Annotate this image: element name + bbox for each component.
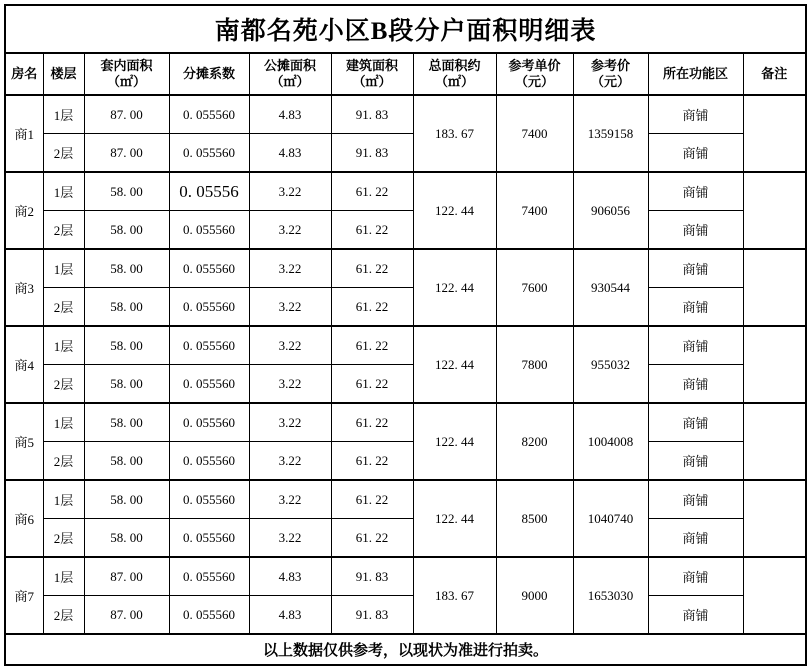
interior-area-cell: 58. 00 (84, 480, 169, 519)
interior-area-cell: 58. 00 (84, 326, 169, 365)
unit-price-cell: 8200 (496, 403, 573, 480)
page-title: 南都名苑小区B段分户面积明细表 (5, 5, 806, 53)
shared-area-cell: 4.83 (249, 596, 331, 635)
col-header-label: 总面积约 (428, 57, 481, 73)
interior-area-cell: 58. 00 (84, 249, 169, 288)
building-area-cell: 91. 83 (331, 596, 413, 635)
total-area-cell: 183. 67 (413, 95, 496, 172)
coefficient-cell: 0. 055560 (169, 480, 249, 519)
table-row (5, 557, 806, 596)
remark-cell (743, 172, 806, 249)
table-body (5, 95, 806, 634)
building-area-cell: 61. 22 (331, 480, 413, 519)
floor-cell: 2层 (43, 519, 84, 558)
col-header-floor (43, 53, 84, 95)
coefficient-cell: 0. 055560 (169, 211, 249, 250)
coefficient-cell: 0. 055560 (169, 403, 249, 442)
coefficient-cell: 0. 055560 (169, 442, 249, 481)
shared-area-cell: 3.22 (249, 288, 331, 327)
col-header-label: 分摊系数 (182, 65, 235, 81)
col-header-total-area (413, 53, 496, 95)
building-area-cell: 61. 22 (331, 326, 413, 365)
coefficient-cell: 0. 055560 (169, 557, 249, 596)
coefficient-cell: 0. 05556 (169, 172, 249, 211)
table-row (5, 403, 806, 442)
table-row (5, 172, 806, 211)
room-name-cell: 商4 (5, 326, 43, 403)
zone-cell: 商铺 (648, 403, 743, 442)
building-area-cell: 91. 83 (331, 134, 413, 173)
shared-area-cell: 4.83 (249, 95, 331, 134)
floor-cell: 2层 (43, 365, 84, 404)
floor-cell: 1层 (43, 557, 84, 596)
table-row (5, 480, 806, 519)
floor-cell: 2层 (43, 442, 84, 481)
room-name-cell: 商7 (5, 557, 43, 634)
shared-area-cell: 3.22 (249, 480, 331, 519)
table-row (5, 519, 806, 558)
ref-price-cell: 1004008 (573, 403, 648, 480)
col-header-building-area (331, 53, 413, 95)
col-header-label: 参考单价 (508, 57, 561, 73)
col-header-label: 楼层 (50, 65, 77, 81)
col-header-unit-price (496, 53, 573, 95)
unit-price-cell: 7600 (496, 249, 573, 326)
room-name-cell: 商3 (5, 249, 43, 326)
zone-cell: 商铺 (648, 288, 743, 327)
shared-area-cell: 4.83 (249, 134, 331, 173)
col-header-unit: （㎡） (352, 74, 392, 89)
col-header-label: 公摊面积 (263, 57, 316, 73)
shared-area-cell: 4.83 (249, 557, 331, 596)
floor-cell: 2层 (43, 134, 84, 173)
ref-price-cell: 1359158 (573, 95, 648, 172)
table-row (5, 95, 806, 134)
floor-cell: 2层 (43, 596, 84, 635)
coefficient-cell: 0. 055560 (169, 249, 249, 288)
building-area-cell: 61. 22 (331, 249, 413, 288)
remark-cell (743, 249, 806, 326)
zone-cell: 商铺 (648, 519, 743, 558)
floor-cell: 1层 (43, 326, 84, 365)
household-area-table (4, 4, 807, 666)
zone-cell: 商铺 (648, 249, 743, 288)
building-area-cell: 61. 22 (331, 288, 413, 327)
col-header-label: 参考价 (590, 57, 630, 73)
col-header-shared-area (249, 53, 331, 95)
interior-area-cell: 58. 00 (84, 172, 169, 211)
shared-area-cell: 3.22 (249, 172, 331, 211)
building-area-cell: 61. 22 (331, 211, 413, 250)
col-header-label: 套内面积 (100, 57, 153, 73)
room-name-cell: 商5 (5, 403, 43, 480)
header-row (5, 53, 806, 95)
total-area-cell: 122. 44 (413, 172, 496, 249)
remark-cell (743, 557, 806, 634)
table-row (5, 596, 806, 635)
zone-cell: 商铺 (648, 172, 743, 211)
zone-cell: 商铺 (648, 95, 743, 134)
col-header-unit: （元） (590, 74, 630, 89)
coefficient-cell: 0. 055560 (169, 288, 249, 327)
coefficient-cell: 0. 055560 (169, 365, 249, 404)
col-header-unit: （元） (514, 74, 554, 89)
shared-area-cell: 3.22 (249, 519, 331, 558)
total-area-cell: 122. 44 (413, 249, 496, 326)
floor-cell: 1层 (43, 480, 84, 519)
col-header-room (5, 53, 43, 95)
shared-area-cell: 3.22 (249, 326, 331, 365)
total-area-cell: 183. 67 (413, 557, 496, 634)
interior-area-cell: 87. 00 (84, 557, 169, 596)
remark-cell (743, 403, 806, 480)
interior-area-cell: 87. 00 (84, 95, 169, 134)
footer-note: 以上数据仅供参考，以现状为准进行拍卖。 (5, 634, 806, 665)
unit-price-cell: 7400 (496, 172, 573, 249)
remark-cell (743, 480, 806, 557)
building-area-cell: 61. 22 (331, 365, 413, 404)
zone-cell: 商铺 (648, 134, 743, 173)
ref-price-cell: 955032 (573, 326, 648, 403)
building-area-cell: 91. 83 (331, 95, 413, 134)
table-foot (5, 634, 806, 665)
building-area-cell: 61. 22 (331, 442, 413, 481)
ref-price-cell: 930544 (573, 249, 648, 326)
interior-area-cell: 58. 00 (84, 403, 169, 442)
floor-cell: 1层 (43, 172, 84, 211)
zone-cell: 商铺 (648, 480, 743, 519)
coefficient-cell: 0. 055560 (169, 519, 249, 558)
unit-price-cell: 9000 (496, 557, 573, 634)
zone-cell: 商铺 (648, 596, 743, 635)
room-name-cell: 商1 (5, 95, 43, 172)
coefficient-cell: 0. 055560 (169, 95, 249, 134)
building-area-cell: 61. 22 (331, 403, 413, 442)
zone-cell: 商铺 (648, 211, 743, 250)
total-area-cell: 122. 44 (413, 326, 496, 403)
col-header-label: 建筑面积 (345, 57, 398, 73)
remark-cell (743, 95, 806, 172)
col-header-unit: （㎡） (270, 74, 310, 89)
interior-area-cell: 87. 00 (84, 596, 169, 635)
table-row (5, 365, 806, 404)
ref-price-cell: 1653030 (573, 557, 648, 634)
coefficient-cell: 0. 055560 (169, 134, 249, 173)
footer-row (5, 634, 806, 665)
floor-cell: 1层 (43, 95, 84, 134)
col-header-unit: （㎡） (106, 74, 146, 89)
building-area-cell: 91. 83 (331, 557, 413, 596)
room-name-cell: 商2 (5, 172, 43, 249)
zone-cell: 商铺 (648, 442, 743, 481)
unit-price-cell: 7400 (496, 95, 573, 172)
shared-area-cell: 3.22 (249, 365, 331, 404)
table-row (5, 442, 806, 481)
col-header-coefficient (169, 53, 249, 95)
table-row (5, 211, 806, 250)
col-header-interior-area (84, 53, 169, 95)
room-name-cell: 商6 (5, 480, 43, 557)
shared-area-cell: 3.22 (249, 403, 331, 442)
floor-cell: 1层 (43, 403, 84, 442)
floor-cell: 2层 (43, 211, 84, 250)
floor-cell: 1层 (43, 249, 84, 288)
title-row (5, 5, 806, 53)
shared-area-cell: 3.22 (249, 211, 331, 250)
interior-area-cell: 58. 00 (84, 365, 169, 404)
col-header-label: 备注 (761, 65, 788, 81)
shared-area-cell: 3.22 (249, 249, 331, 288)
interior-area-cell: 58. 00 (84, 519, 169, 558)
building-area-cell: 61. 22 (331, 172, 413, 211)
ref-price-cell: 906056 (573, 172, 648, 249)
col-header-label: 所在功能区 (662, 65, 728, 81)
col-header-unit: （㎡） (434, 74, 474, 89)
table-row (5, 249, 806, 288)
total-area-cell: 122. 44 (413, 403, 496, 480)
table-row (5, 134, 806, 173)
table-head (5, 5, 806, 95)
coefficient-cell: 0. 055560 (169, 326, 249, 365)
zone-cell: 商铺 (648, 557, 743, 596)
shared-area-cell: 3.22 (249, 442, 331, 481)
table-row (5, 326, 806, 365)
interior-area-cell: 58. 00 (84, 442, 169, 481)
unit-price-cell: 8500 (496, 480, 573, 557)
table-row (5, 288, 806, 327)
building-area-cell: 61. 22 (331, 519, 413, 558)
ref-price-cell: 1040740 (573, 480, 648, 557)
col-header-remark (743, 53, 806, 95)
total-area-cell: 122. 44 (413, 480, 496, 557)
col-header-zone (648, 53, 743, 95)
interior-area-cell: 87. 00 (84, 134, 169, 173)
interior-area-cell: 58. 00 (84, 288, 169, 327)
zone-cell: 商铺 (648, 326, 743, 365)
col-header-ref-price (573, 53, 648, 95)
col-header-label: 房名 (11, 65, 38, 81)
remark-cell (743, 326, 806, 403)
floor-cell: 2层 (43, 288, 84, 327)
coefficient-cell: 0. 055560 (169, 596, 249, 635)
unit-price-cell: 7800 (496, 326, 573, 403)
zone-cell: 商铺 (648, 365, 743, 404)
interior-area-cell: 58. 00 (84, 211, 169, 250)
